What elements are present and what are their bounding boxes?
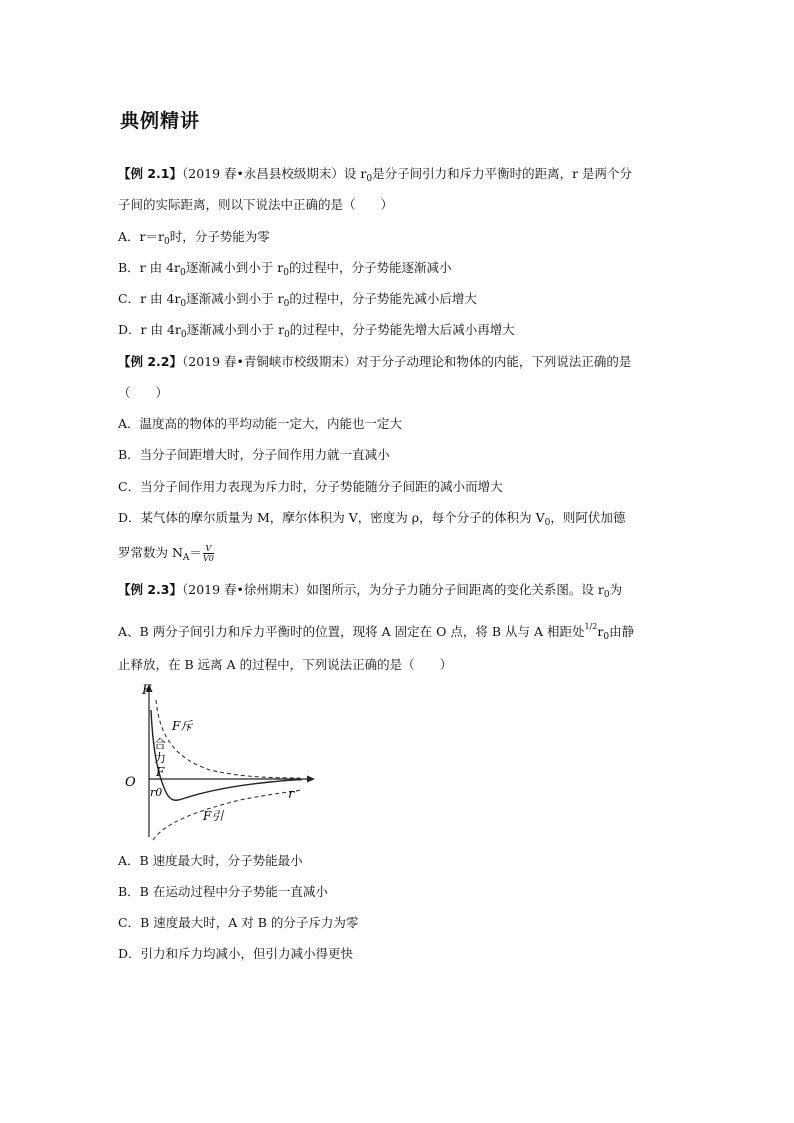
q2-stem-line2: （ ）	[118, 385, 169, 400]
section-title: 典例精讲	[120, 110, 201, 132]
label-net-3: F	[156, 765, 165, 779]
q2-option-b: B．当分子间距增大时，分子间作用力就一直减小	[118, 447, 390, 462]
force-distance-graph	[120, 682, 330, 842]
q2-tag: 【例 2.2】	[118, 354, 182, 369]
q3-option-d: D．引力和斥力均减小，但引力减小得更快	[118, 946, 354, 961]
q1-stem-line1: 【例 2.1】（2019 春•永昌县校级期末）设 $r_0$是分子间引力和斥力平衡时的距离，r 是两个分	[118, 166, 633, 184]
label-F: F	[142, 683, 152, 698]
q2-option-d: D．某气体的摩尔质量为 M，摩尔体积为 V，密度为 ρ，每个分子的体积为 $V_0$，则阿伏加德	[118, 510, 626, 528]
label-O: O	[125, 775, 136, 790]
q3-stem-line3: 止释放，在 B 远离 A 的过程中，下列说法正确的是（ ）	[118, 657, 453, 672]
q1-option-b: B．r 由 $4r_0$逐渐减小到小于 $r_0$的过程中，分子势能逐渐减小	[118, 260, 452, 278]
x-axis-arrow	[307, 776, 315, 783]
q2-option-a: A．温度高的物体的平均动能一定大，内能也一定大	[118, 416, 403, 431]
label-r: r	[288, 787, 295, 802]
q2-stem-line1: 【例 2.2】（2019 春•青铜峡市校级期末）对于分子动理论和物体的内能，下列说法正确的是	[118, 354, 632, 369]
label-net-2: 力	[154, 751, 167, 765]
q1-tag: 【例 2.1】	[118, 166, 182, 181]
q3-stem-line1: 【例 2.3】（2019 春•徐州期末）如图所示，为分子力随分子间距离的变化关系图。设 $r_0$为	[118, 582, 623, 600]
q1-option-d: D．r 由 $4r_0$逐渐减小到小于 $r_0$的过程中，分子势能先增大后减小再增大	[118, 322, 515, 340]
q1-stem-line2: 子间的实际距离，则以下说法中正确的是（ ）	[118, 197, 394, 212]
label-F-attract: F引	[203, 809, 224, 823]
attractive-force-curve	[153, 790, 302, 840]
q3-stem-line2: A、B 两分子间引力和斥力平衡时的位置，现将 A 固定在 O 点，将 B 从与 A 相距处$1/2r_0$由静	[118, 622, 635, 642]
avogadro-fraction: $\frac{V}{V0}$	[202, 544, 214, 563]
q1-option-a: A．$r=r_0$时，分子势能为零	[118, 229, 270, 247]
repulsive-force-curve	[156, 700, 300, 778]
q3-tag: 【例 2.3】	[118, 582, 182, 597]
label-net-1: 合	[154, 737, 167, 751]
molecular-force-figure	[120, 682, 330, 842]
q3-option-a: A．B 速度最大时，分子势能最小	[118, 853, 303, 868]
label-r0: r0	[150, 786, 163, 799]
q3-option-c: C．B 速度最大时，A 对 B 的分子斥力为零	[118, 915, 359, 930]
q3-option-b: B．B 在运动过程中分子势能一直减小	[118, 884, 328, 899]
q1-option-c: C．r 由 $4r_0$逐渐减小到小于 $r_0$的过程中，分子势能先减小后增大	[118, 291, 477, 309]
label-F-repulse: F斥	[172, 719, 193, 733]
q2-option-c: C．当分子间作用力表现为斥力时，分子势能随分子间距的减小而增大	[118, 479, 503, 494]
q2-option-d-line2: 罗常数为 $N_A=$ $\frac{V}{V0}$	[118, 544, 214, 563]
